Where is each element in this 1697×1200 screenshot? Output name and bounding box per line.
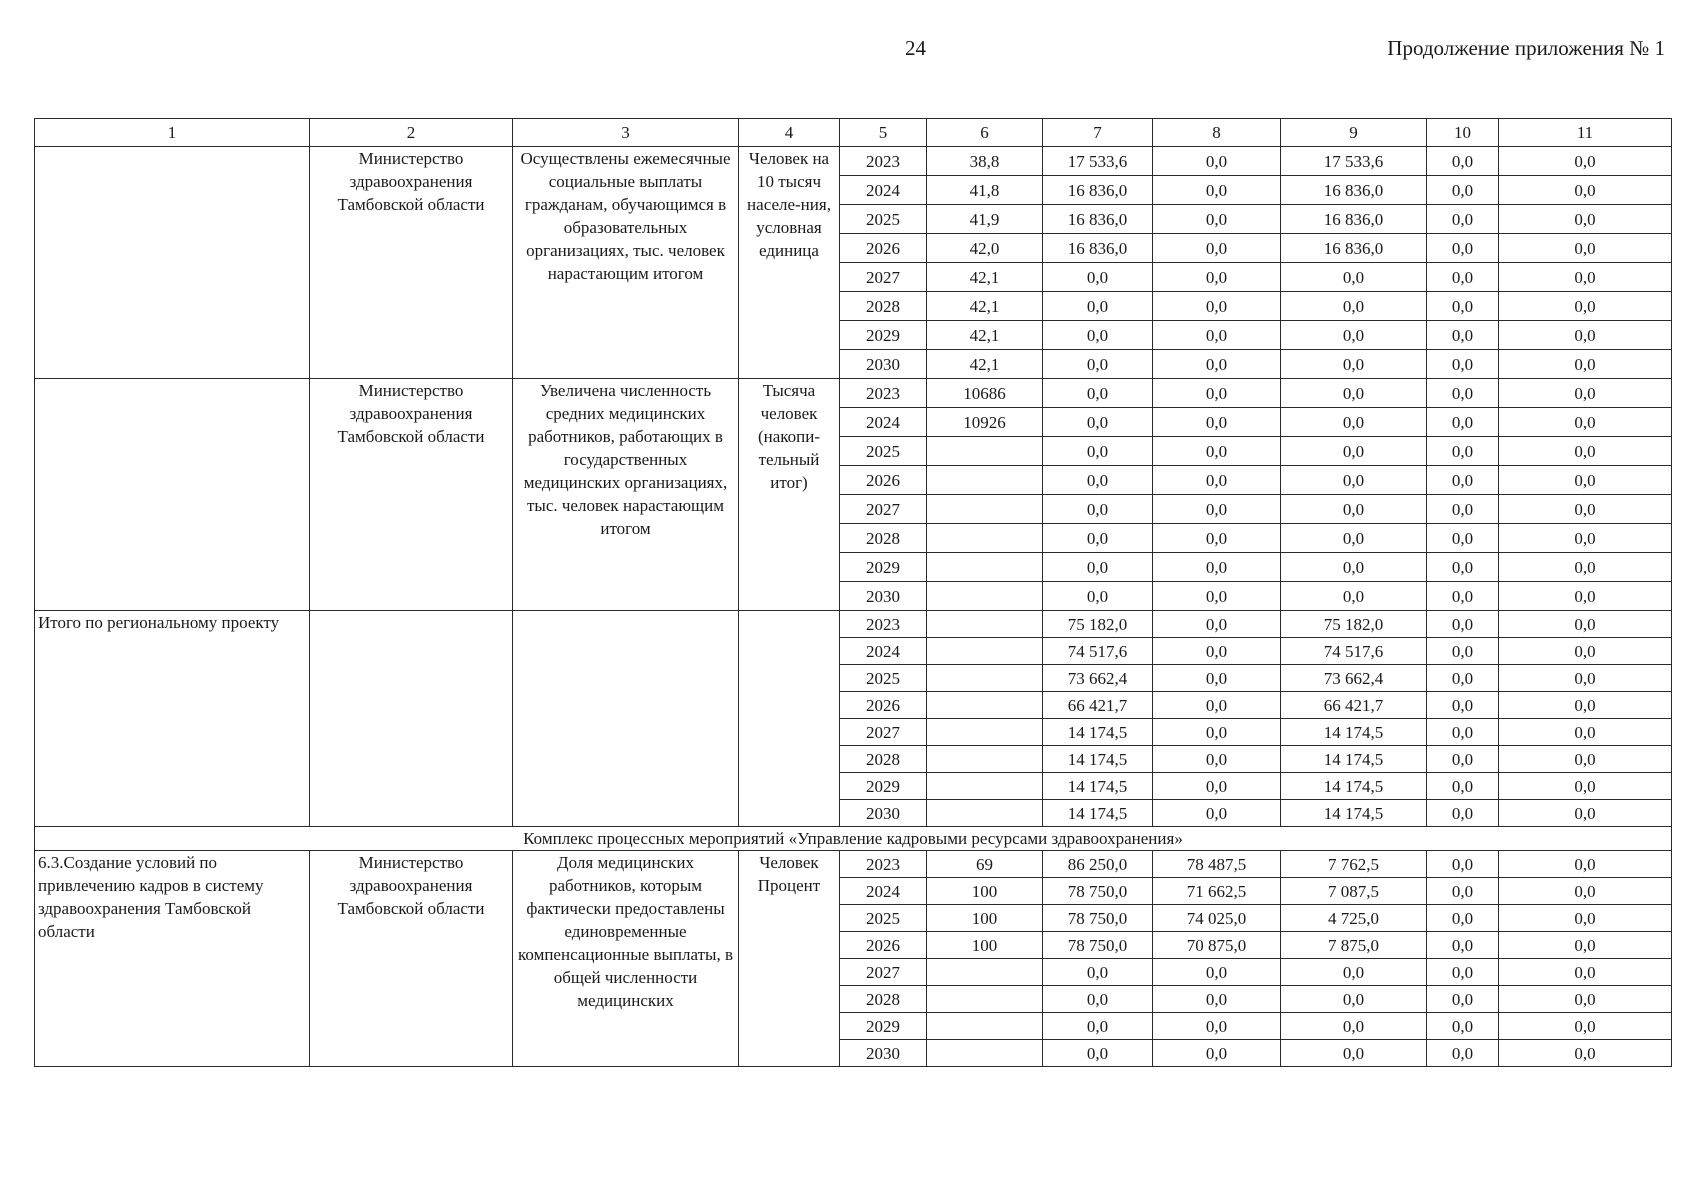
local-budget-cell: 0,0 — [1427, 932, 1499, 959]
federal-budget-cell: 0,0 — [1153, 350, 1281, 379]
table-row — [35, 379, 1672, 408]
total-funding-cell: 0,0 — [1043, 1013, 1153, 1040]
column-header: 1 — [35, 119, 310, 147]
column-header: 2 — [310, 119, 513, 147]
local-budget-cell: 0,0 — [1427, 553, 1499, 582]
federal-budget-cell: 0,0 — [1153, 147, 1281, 176]
local-budget-cell: 0,0 — [1427, 773, 1499, 800]
regional-budget-cell: 0,0 — [1281, 292, 1427, 321]
indicator-name-cell — [35, 611, 310, 827]
total-funding-cell: 14 174,5 — [1043, 719, 1153, 746]
regional-budget-cell: 0,0 — [1281, 350, 1427, 379]
federal-budget-cell: 0,0 — [1153, 773, 1281, 800]
indicator-name-cell — [35, 851, 310, 1067]
federal-budget-cell: 0,0 — [1153, 176, 1281, 205]
total-funding-cell: 0,0 — [1043, 408, 1153, 437]
total-funding-cell: 0,0 — [1043, 263, 1153, 292]
local-budget-cell: 0,0 — [1427, 611, 1499, 638]
extrabudgetary-cell: 0,0 — [1499, 692, 1672, 719]
year-cell: 2030 — [840, 350, 927, 379]
local-budget-cell: 0,0 — [1427, 905, 1499, 932]
responsible-executor-cell — [310, 379, 513, 611]
indicator-value-cell: 100 — [927, 905, 1043, 932]
year-cell: 2026 — [840, 466, 927, 495]
total-funding-cell: 14 174,5 — [1043, 800, 1153, 827]
result-description-cell — [513, 851, 739, 1067]
regional-budget-cell: 0,0 — [1281, 1040, 1427, 1067]
total-funding-cell: 0,0 — [1043, 986, 1153, 1013]
federal-budget-cell: 71 662,5 — [1153, 878, 1281, 905]
local-budget-cell: 0,0 — [1427, 582, 1499, 611]
federal-budget-cell: 0,0 — [1153, 408, 1281, 437]
regional-budget-cell: 0,0 — [1281, 582, 1427, 611]
extrabudgetary-cell: 0,0 — [1499, 905, 1672, 932]
federal-budget-cell: 0,0 — [1153, 437, 1281, 466]
local-budget-cell: 0,0 — [1427, 665, 1499, 692]
federal-budget-cell: 0,0 — [1153, 321, 1281, 350]
column-header: 6 — [927, 119, 1043, 147]
total-funding-cell: 16 836,0 — [1043, 205, 1153, 234]
responsible-executor-cell — [310, 851, 513, 1067]
year-cell: 2026 — [840, 234, 927, 263]
federal-budget-cell: 0,0 — [1153, 292, 1281, 321]
responsible-executor-cell — [310, 147, 513, 379]
local-budget-cell: 0,0 — [1427, 205, 1499, 234]
column-header: 9 — [1281, 119, 1427, 147]
indicator-name-cell — [35, 147, 310, 379]
total-funding-cell: 0,0 — [1043, 524, 1153, 553]
local-budget-cell: 0,0 — [1427, 986, 1499, 1013]
year-cell: 2025 — [840, 905, 927, 932]
extrabudgetary-cell: 0,0 — [1499, 959, 1672, 986]
total-funding-cell: 0,0 — [1043, 292, 1153, 321]
year-cell: 2024 — [840, 638, 927, 665]
indicator-value-cell — [927, 553, 1043, 582]
cell-text: Тысяча человек (накопи-тельный итог) — [757, 381, 821, 492]
total-funding-cell: 14 174,5 — [1043, 746, 1153, 773]
extrabudgetary-cell: 0,0 — [1499, 147, 1672, 176]
extrabudgetary-cell: 0,0 — [1499, 800, 1672, 827]
year-cell: 2024 — [840, 176, 927, 205]
column-header: 3 — [513, 119, 739, 147]
extrabudgetary-cell: 0,0 — [1499, 234, 1672, 263]
indicator-value-cell — [927, 437, 1043, 466]
indicator-value-cell — [927, 959, 1043, 986]
indicator-value-cell — [927, 746, 1043, 773]
indicator-value-cell: 41,9 — [927, 205, 1043, 234]
regional-budget-cell: 0,0 — [1281, 959, 1427, 986]
federal-budget-cell: 0,0 — [1153, 495, 1281, 524]
regional-budget-cell: 74 517,6 — [1281, 638, 1427, 665]
total-funding-cell: 0,0 — [1043, 466, 1153, 495]
local-budget-cell: 0,0 — [1427, 746, 1499, 773]
year-cell: 2029 — [840, 773, 927, 800]
extrabudgetary-cell: 0,0 — [1499, 495, 1672, 524]
indicator-value-cell — [927, 638, 1043, 665]
regional-budget-cell: 0,0 — [1281, 495, 1427, 524]
column-header: 4 — [739, 119, 840, 147]
indicator-value-cell — [927, 582, 1043, 611]
indicator-value-cell: 10686 — [927, 379, 1043, 408]
indicator-value-cell — [927, 611, 1043, 638]
total-funding-cell: 78 750,0 — [1043, 905, 1153, 932]
appendix-continuation-label: Продолжение приложения № 1 — [1387, 36, 1665, 60]
local-budget-cell: 0,0 — [1427, 437, 1499, 466]
federal-budget-cell: 0,0 — [1153, 719, 1281, 746]
total-funding-cell: 0,0 — [1043, 553, 1153, 582]
extrabudgetary-cell: 0,0 — [1499, 1013, 1672, 1040]
cell-text: Итого по региональному проекту — [38, 613, 280, 632]
local-budget-cell: 0,0 — [1427, 959, 1499, 986]
local-budget-cell: 0,0 — [1427, 719, 1499, 746]
year-cell: 2024 — [840, 878, 927, 905]
federal-budget-cell: 0,0 — [1153, 638, 1281, 665]
regional-budget-cell: 75 182,0 — [1281, 611, 1427, 638]
cell-text: Осуществлены ежемесячные социальные выплаты гражданам, обучающимся в образовательных организациях, тыс. человек нарастающим итогом — [520, 149, 731, 283]
indicator-value-cell: 42,1 — [927, 350, 1043, 379]
regional-budget-cell: 0,0 — [1281, 437, 1427, 466]
regional-budget-cell: 14 174,5 — [1281, 719, 1427, 746]
year-cell: 2023 — [840, 851, 927, 878]
local-budget-cell: 0,0 — [1427, 408, 1499, 437]
regional-budget-cell: 0,0 — [1281, 524, 1427, 553]
extrabudgetary-cell: 0,0 — [1499, 437, 1672, 466]
indicator-value-cell — [927, 986, 1043, 1013]
total-funding-cell: 78 750,0 — [1043, 932, 1153, 959]
indicator-value-cell — [927, 524, 1043, 553]
year-cell: 2028 — [840, 292, 927, 321]
local-budget-cell: 0,0 — [1427, 176, 1499, 205]
regional-budget-cell: 0,0 — [1281, 321, 1427, 350]
federal-budget-cell: 0,0 — [1153, 986, 1281, 1013]
regional-budget-cell: 0,0 — [1281, 466, 1427, 495]
cell-text: Доля медицинских работников, которым фактически предоставлены единовременные компенсационные выплаты, в общей численности медицинских — [518, 853, 733, 1010]
regional-budget-cell: 14 174,5 — [1281, 746, 1427, 773]
total-funding-cell: 0,0 — [1043, 1040, 1153, 1067]
regional-budget-cell: 73 662,4 — [1281, 665, 1427, 692]
local-budget-cell: 0,0 — [1427, 1040, 1499, 1067]
year-cell: 2026 — [840, 692, 927, 719]
section-title: Комплекс процессных мероприятий «Управление кадровыми ресурсами здравоохранения» — [35, 827, 1672, 851]
indicator-value-cell: 42,0 — [927, 234, 1043, 263]
local-budget-cell: 0,0 — [1427, 263, 1499, 292]
regional-budget-cell: 17 533,6 — [1281, 147, 1427, 176]
total-funding-cell: 73 662,4 — [1043, 665, 1153, 692]
indicator-value-cell — [927, 1040, 1043, 1067]
year-cell: 2023 — [840, 147, 927, 176]
unit-of-measure-cell — [739, 379, 840, 611]
unit-of-measure-cell — [739, 851, 840, 1067]
year-cell: 2027 — [840, 719, 927, 746]
cell-text: 6.3.Создание условий по привлечению кадров в систему здравоохранения Тамбовской области — [38, 853, 264, 941]
total-funding-cell: 17 533,6 — [1043, 147, 1153, 176]
extrabudgetary-cell: 0,0 — [1499, 553, 1672, 582]
federal-budget-cell: 0,0 — [1153, 959, 1281, 986]
federal-budget-cell: 0,0 — [1153, 800, 1281, 827]
federal-budget-cell: 78 487,5 — [1153, 851, 1281, 878]
local-budget-cell: 0,0 — [1427, 234, 1499, 263]
extrabudgetary-cell: 0,0 — [1499, 292, 1672, 321]
total-funding-cell: 75 182,0 — [1043, 611, 1153, 638]
federal-budget-cell: 0,0 — [1153, 466, 1281, 495]
cell-text: Человек на 10 тысяч населе-ния, условная единица — [747, 149, 831, 260]
regional-budget-cell: 0,0 — [1281, 263, 1427, 292]
regional-budget-cell: 66 421,7 — [1281, 692, 1427, 719]
year-cell: 2026 — [840, 932, 927, 959]
indicator-value-cell: 41,8 — [927, 176, 1043, 205]
regional-budget-cell: 14 174,5 — [1281, 773, 1427, 800]
local-budget-cell: 0,0 — [1427, 350, 1499, 379]
table-row — [35, 851, 1672, 878]
unit-of-measure-cell — [739, 147, 840, 379]
local-budget-cell: 0,0 — [1427, 692, 1499, 719]
federal-budget-cell: 0,0 — [1153, 205, 1281, 234]
indicator-value-cell: 42,1 — [927, 292, 1043, 321]
indicator-value-cell — [927, 495, 1043, 524]
indicator-value-cell — [927, 719, 1043, 746]
year-cell: 2029 — [840, 553, 927, 582]
extrabudgetary-cell: 0,0 — [1499, 611, 1672, 638]
local-budget-cell: 0,0 — [1427, 524, 1499, 553]
column-header: 11 — [1499, 119, 1672, 147]
indicator-value-cell: 42,1 — [927, 321, 1043, 350]
total-funding-cell: 0,0 — [1043, 321, 1153, 350]
extrabudgetary-cell: 0,0 — [1499, 350, 1672, 379]
extrabudgetary-cell: 0,0 — [1499, 986, 1672, 1013]
regional-budget-cell: 0,0 — [1281, 408, 1427, 437]
extrabudgetary-cell: 0,0 — [1499, 263, 1672, 292]
federal-budget-cell: 0,0 — [1153, 746, 1281, 773]
extrabudgetary-cell: 0,0 — [1499, 379, 1672, 408]
indicator-value-cell: 42,1 — [927, 263, 1043, 292]
regional-budget-cell: 7 875,0 — [1281, 932, 1427, 959]
federal-budget-cell: 70 875,0 — [1153, 932, 1281, 959]
local-budget-cell: 0,0 — [1427, 466, 1499, 495]
page-number: 24 — [905, 36, 926, 60]
year-cell: 2023 — [840, 611, 927, 638]
extrabudgetary-cell: 0,0 — [1499, 851, 1672, 878]
total-funding-cell: 0,0 — [1043, 379, 1153, 408]
indicator-value-cell: 100 — [927, 932, 1043, 959]
total-funding-cell: 16 836,0 — [1043, 176, 1153, 205]
result-description-cell — [513, 611, 739, 827]
local-budget-cell: 0,0 — [1427, 379, 1499, 408]
regional-budget-cell: 0,0 — [1281, 986, 1427, 1013]
total-funding-cell: 74 517,6 — [1043, 638, 1153, 665]
federal-budget-cell: 0,0 — [1153, 692, 1281, 719]
federal-budget-cell: 0,0 — [1153, 1013, 1281, 1040]
indicator-value-cell — [927, 466, 1043, 495]
regional-budget-cell: 7 762,5 — [1281, 851, 1427, 878]
federal-budget-cell: 0,0 — [1153, 553, 1281, 582]
local-budget-cell: 0,0 — [1427, 800, 1499, 827]
year-cell: 2027 — [840, 495, 927, 524]
regional-budget-cell: 0,0 — [1281, 1013, 1427, 1040]
year-cell: 2025 — [840, 437, 927, 466]
local-budget-cell: 0,0 — [1427, 147, 1499, 176]
federal-budget-cell: 74 025,0 — [1153, 905, 1281, 932]
local-budget-cell: 0,0 — [1427, 638, 1499, 665]
year-cell: 2027 — [840, 263, 927, 292]
indicator-value-cell: 69 — [927, 851, 1043, 878]
total-funding-cell: 0,0 — [1043, 582, 1153, 611]
cell-text: Министерство здравоохранения Тамбовской области — [337, 853, 485, 918]
total-funding-cell: 78 750,0 — [1043, 878, 1153, 905]
extrabudgetary-cell: 0,0 — [1499, 932, 1672, 959]
indicator-value-cell — [927, 800, 1043, 827]
column-header: 7 — [1043, 119, 1153, 147]
column-header: 5 — [840, 119, 927, 147]
extrabudgetary-cell: 0,0 — [1499, 719, 1672, 746]
year-cell: 2029 — [840, 1013, 927, 1040]
extrabudgetary-cell: 0,0 — [1499, 466, 1672, 495]
local-budget-cell: 0,0 — [1427, 321, 1499, 350]
indicator-value-cell: 100 — [927, 878, 1043, 905]
regional-budget-cell: 16 836,0 — [1281, 205, 1427, 234]
total-funding-cell: 66 421,7 — [1043, 692, 1153, 719]
regional-budget-cell: 7 087,5 — [1281, 878, 1427, 905]
year-cell: 2030 — [840, 582, 927, 611]
extrabudgetary-cell: 0,0 — [1499, 638, 1672, 665]
federal-budget-cell: 0,0 — [1153, 234, 1281, 263]
regional-budget-cell: 0,0 — [1281, 379, 1427, 408]
indicator-value-cell: 38,8 — [927, 147, 1043, 176]
year-cell: 2028 — [840, 524, 927, 553]
year-cell: 2028 — [840, 746, 927, 773]
regional-budget-cell: 4 725,0 — [1281, 905, 1427, 932]
local-budget-cell: 0,0 — [1427, 878, 1499, 905]
extrabudgetary-cell: 0,0 — [1499, 205, 1672, 234]
indicator-name-cell — [35, 379, 310, 611]
year-cell: 2029 — [840, 321, 927, 350]
cell-text: Министерство здравоохранения Тамбовской области — [337, 381, 485, 446]
local-budget-cell: 0,0 — [1427, 495, 1499, 524]
cell-text: Увеличена численность средних медицинских работников, работающих в государственных медицинских организациях, тыс. человек нарастающим итогом — [523, 381, 728, 538]
extrabudgetary-cell: 0,0 — [1499, 176, 1672, 205]
extrabudgetary-cell: 0,0 — [1499, 321, 1672, 350]
extrabudgetary-cell: 0,0 — [1499, 408, 1672, 437]
regional-budget-cell: 0,0 — [1281, 553, 1427, 582]
column-header: 10 — [1427, 119, 1499, 147]
extrabudgetary-cell: 0,0 — [1499, 582, 1672, 611]
extrabudgetary-cell: 0,0 — [1499, 878, 1672, 905]
federal-budget-cell: 0,0 — [1153, 611, 1281, 638]
cell-text: Человек Процент — [757, 853, 821, 895]
local-budget-cell: 0,0 — [1427, 292, 1499, 321]
total-funding-cell: 0,0 — [1043, 437, 1153, 466]
local-budget-cell: 0,0 — [1427, 1013, 1499, 1040]
year-cell: 2023 — [840, 379, 927, 408]
federal-budget-cell: 0,0 — [1153, 1040, 1281, 1067]
year-cell: 2027 — [840, 959, 927, 986]
total-funding-cell: 16 836,0 — [1043, 234, 1153, 263]
year-cell: 2025 — [840, 665, 927, 692]
indicator-value-cell — [927, 692, 1043, 719]
cell-text: Министерство здравоохранения Тамбовской области — [337, 149, 485, 214]
extrabudgetary-cell: 0,0 — [1499, 524, 1672, 553]
federal-budget-cell: 0,0 — [1153, 665, 1281, 692]
unit-of-measure-cell — [739, 611, 840, 827]
federal-budget-cell: 0,0 — [1153, 524, 1281, 553]
result-description-cell — [513, 147, 739, 379]
year-cell: 2025 — [840, 205, 927, 234]
local-budget-cell: 0,0 — [1427, 851, 1499, 878]
extrabudgetary-cell: 0,0 — [1499, 746, 1672, 773]
total-funding-cell: 86 250,0 — [1043, 851, 1153, 878]
responsible-executor-cell — [310, 611, 513, 827]
regional-budget-cell: 16 836,0 — [1281, 176, 1427, 205]
total-funding-cell: 14 174,5 — [1043, 773, 1153, 800]
year-cell: 2030 — [840, 1040, 927, 1067]
extrabudgetary-cell: 0,0 — [1499, 665, 1672, 692]
regional-budget-cell: 16 836,0 — [1281, 234, 1427, 263]
indicator-value-cell — [927, 773, 1043, 800]
total-funding-cell: 0,0 — [1043, 959, 1153, 986]
indicator-value-cell — [927, 1013, 1043, 1040]
year-cell: 2024 — [840, 408, 927, 437]
total-funding-cell: 0,0 — [1043, 350, 1153, 379]
table-row — [35, 611, 1672, 638]
total-funding-cell: 0,0 — [1043, 495, 1153, 524]
federal-budget-cell: 0,0 — [1153, 263, 1281, 292]
table-row — [35, 147, 1672, 176]
federal-budget-cell: 0,0 — [1153, 582, 1281, 611]
year-cell: 2030 — [840, 800, 927, 827]
result-description-cell — [513, 379, 739, 611]
extrabudgetary-cell: 0,0 — [1499, 773, 1672, 800]
column-number-row — [35, 119, 1672, 147]
indicator-value-cell — [927, 665, 1043, 692]
year-cell: 2028 — [840, 986, 927, 1013]
regional-budget-cell: 14 174,5 — [1281, 800, 1427, 827]
appendix-table — [34, 118, 1672, 1067]
column-header: 8 — [1153, 119, 1281, 147]
federal-budget-cell: 0,0 — [1153, 379, 1281, 408]
indicator-value-cell: 10926 — [927, 408, 1043, 437]
extrabudgetary-cell: 0,0 — [1499, 1040, 1672, 1067]
section-row — [35, 827, 1672, 851]
